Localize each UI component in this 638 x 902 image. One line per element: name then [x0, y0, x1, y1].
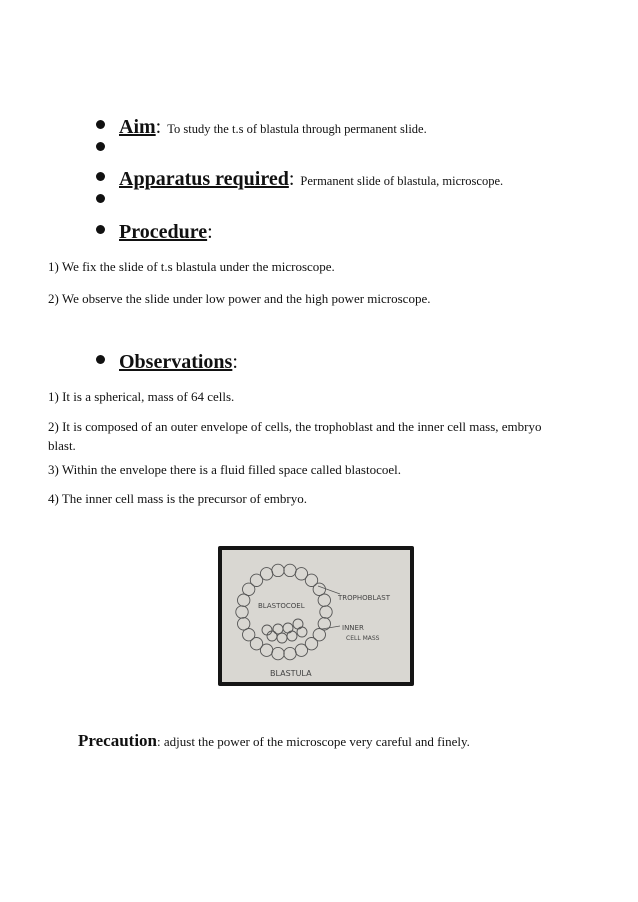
- blastula-caption: BLASTULA: [270, 669, 312, 678]
- cell-circle: [284, 564, 296, 576]
- cell-circle: [284, 647, 296, 659]
- precaution-row: [78, 731, 470, 751]
- observations-colon: :: [232, 351, 238, 373]
- apparatus-colon: :: [288, 168, 295, 190]
- observation-item: 3) Within the envelope there is a fluid filled space called blastocoel.: [48, 462, 401, 477]
- empty-bullet-row: [96, 146, 119, 155]
- inner-cell-circle: [277, 633, 287, 643]
- observation-item: 1) It is a spherical, mass of 64 cells.: [48, 389, 235, 404]
- aim-row: [96, 116, 427, 139]
- blastula-figure: [218, 546, 414, 686]
- cell-circle: [260, 568, 272, 580]
- trophoblast-label: TROPHOBLAST: [338, 594, 391, 602]
- apparatus-heading: Apparatus required: [119, 168, 289, 190]
- observations-heading: Observations: [119, 351, 233, 373]
- cell-circle: [318, 594, 330, 606]
- inner-cell-circle: [267, 631, 277, 641]
- bullet-icon: [96, 120, 105, 129]
- cell-circle: [272, 564, 284, 576]
- blastula-drawing: [222, 550, 410, 682]
- inner-label: INNER: [342, 624, 364, 632]
- aim-text: To study the t.s of blastula through permanent slide.: [167, 122, 427, 136]
- inner-cell-circle: [297, 627, 307, 637]
- bullet-icon: [96, 194, 105, 203]
- procedure-step: 2) We observe the slide under low power and the high power microscope.: [48, 291, 431, 306]
- empty-bullet-row: [96, 198, 119, 207]
- aim-colon: :: [155, 116, 162, 138]
- inner-cell-circle: [273, 624, 283, 634]
- bullet-icon: [96, 172, 105, 181]
- bullet-icon: [96, 225, 105, 234]
- blastocoel-label: BLASTOCOEL: [258, 602, 305, 610]
- cell-circle: [272, 647, 284, 659]
- cell-mass-label: CELL MASS: [346, 635, 380, 642]
- observations-row: [96, 351, 238, 374]
- apparatus-text: Permanent slide of blastula, microscope.: [300, 174, 504, 188]
- precaution-heading: Precaution: [78, 731, 158, 750]
- apparatus-row: [96, 168, 503, 191]
- inner-cell-circle: [283, 623, 293, 633]
- cell-circle: [320, 606, 332, 618]
- inner-cell-circle: [293, 619, 303, 629]
- inner-cell-circle: [262, 625, 272, 635]
- bullet-icon: [96, 142, 105, 151]
- procedure-step: 1) We fix the slide of t.s blastula under the microscope.: [48, 259, 335, 274]
- precaution-text: : adjust the power of the microscope very careful and finely.: [157, 734, 470, 749]
- procedure-heading: Procedure: [119, 221, 208, 243]
- cell-circle: [295, 644, 307, 656]
- observation-item: 2) It is composed of an outer envelope of cells, the trophoblast and the inner cell mass, embryo blast.: [48, 419, 542, 453]
- bullet-icon: [96, 355, 105, 364]
- procedure-colon: :: [207, 221, 213, 243]
- cell-circle: [238, 618, 250, 630]
- blastula-sketch: [222, 550, 410, 682]
- aim-heading: Aim: [119, 116, 156, 138]
- cell-circle: [236, 606, 248, 618]
- inner-cell-circle: [287, 631, 297, 641]
- procedure-row: [96, 221, 213, 244]
- observation-item: 4) The inner cell mass is the precursor of embryo.: [48, 491, 307, 506]
